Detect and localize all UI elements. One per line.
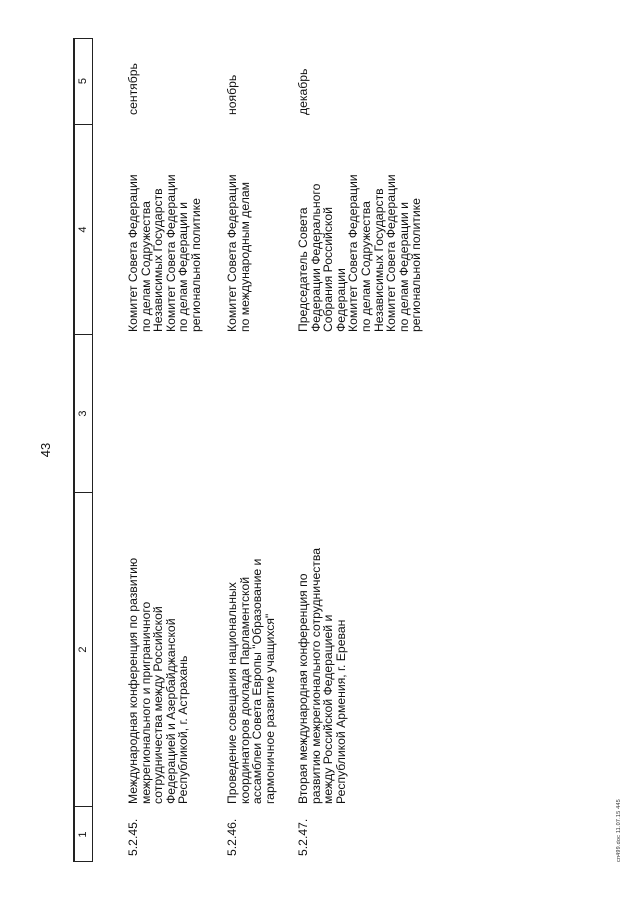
deadline: сентябрь (126, 63, 140, 115)
row-number: 5.2.47. (296, 818, 310, 856)
row-number: 5.2.45. (126, 818, 140, 856)
column-header-1: 1 (74, 806, 93, 862)
responsible-body: Комитет Совета Федерации по международным делам (225, 174, 252, 332)
column-header-2: 2 (74, 492, 93, 806)
responsible-body: Председатель Совета Федерации Федерального Собрания Российской Федерации Комитет Совета Федерации по делам Содружества Независимых Государств Комитет Совета Федерации по делам Федерации и региональной политике (296, 174, 424, 332)
page-number: 43 (38, 442, 53, 458)
document-footer-code: сп499.doc 11.07.15 445 (616, 799, 622, 862)
column-header-3: 3 (74, 334, 93, 492)
event-description: Вторая международная конференция по развитию межрегионального сотрудничества между Российской Федерацией и Республикой Армения, г. Ереван (296, 547, 348, 804)
column-header-5: 5 (77, 77, 89, 85)
event-description: Проведение совещания национальных координаторов доклада Парламентской ассамблеи Совета Европы "Образование и гармоничное развитие учащихся" (225, 558, 277, 804)
deadline: ноябрь (225, 74, 239, 115)
column-header-4: 4 (74, 124, 93, 334)
responsible-body: Комитет Совета Федерации по делам Содружества Независимых Государств Комитет Совета Федерации по делам Федерации и региональной политике (126, 174, 203, 332)
event-description: Международная конференция по развитию межрегионального и приграничного сотрудничества между Российской Федерацией и Азербайджанской Республикой, г. Астрахань (126, 557, 191, 804)
row-number: 5.2.46. (225, 818, 239, 856)
deadline: декабрь (296, 68, 310, 115)
